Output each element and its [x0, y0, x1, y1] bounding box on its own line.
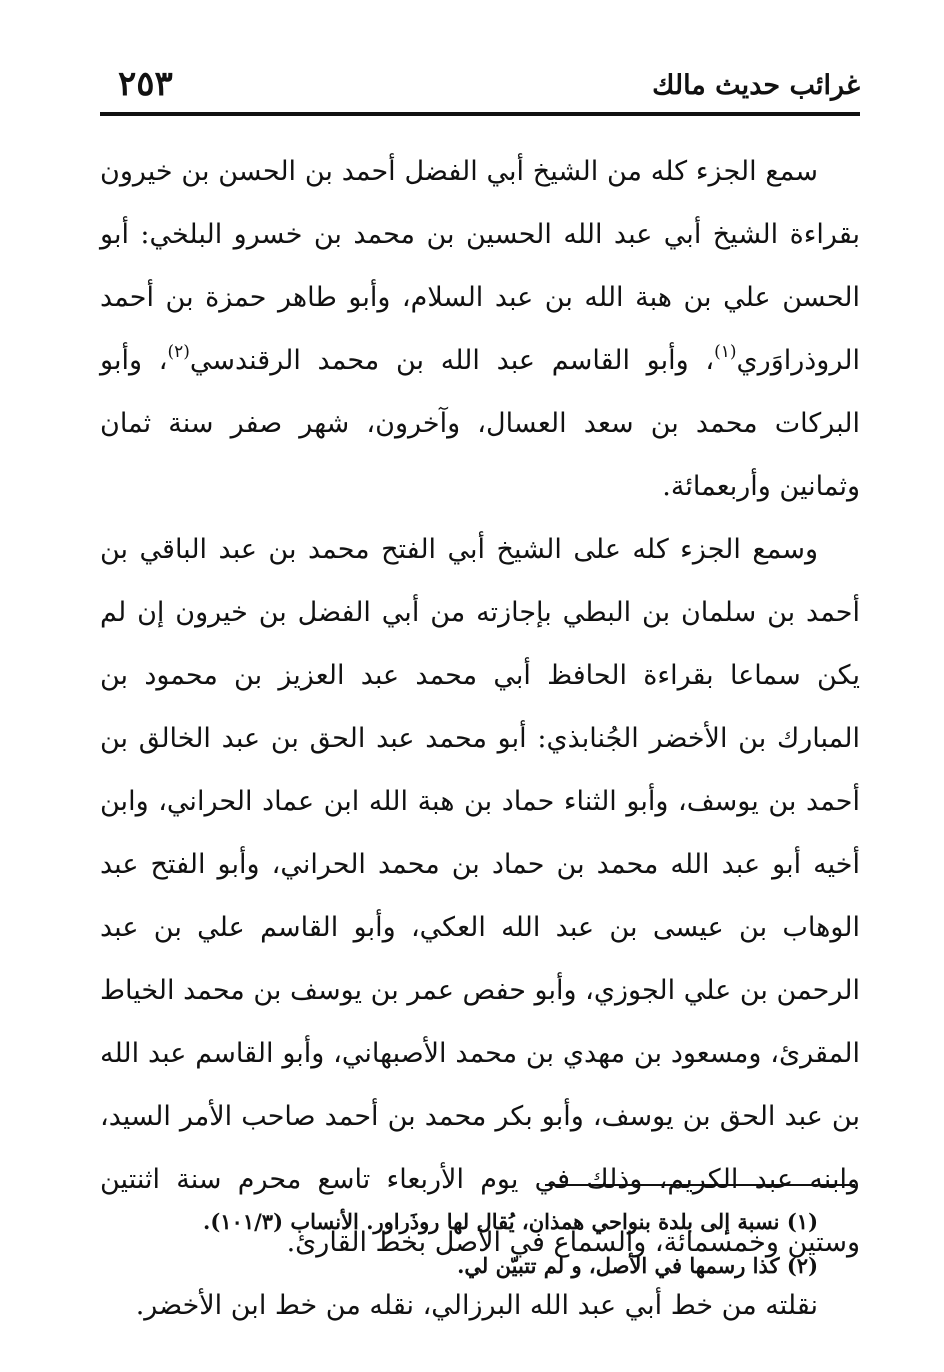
header-rule	[100, 112, 860, 116]
footnote-separator	[545, 1184, 855, 1186]
paragraph-1-text-b: ، وأبو القاسم عبد الله بن محمد الرقندسي	[189, 345, 715, 376]
running-header	[100, 62, 860, 112]
paragraph-2: وسمع الجزء كله على الشيخ أبي الفتح محمد بن عبد الباقي بن أحمد بن سلمان بن البطي بإجازته من أبي الفضل بن خيرون إن لم يكن سماعا بقراءة الحافظ أبي محمد عبد العزيز بن محمود بن المبارك بن الأخضر الجُنابذي: أبو محمد عبد الحق بن عبد الخالق بن أحمد بن يوسف، وأبو الثناء حماد بن هبة الله ابن عماد الحراني، وابن أخيه أبو عبد الله محمد بن حماد بن محمد الحراني، وأبو الفتح عبد الوهاب بن عيسى بن عبد الله العكي، وأبو القاسم علي بن عبد الرحمن بن علي الجوزي، وأبو حفص عمر بن يوسف بن محمد الخياط المقرئ، ومسعود بن مهدي بن محمد الأصبهاني، وأبو القاسم عبد الله بن عبد الحق بن يوسف، وأبو بكر محمد بن أحمد صاحب الأمر السيد، وابنه عبد الكريم، وذلك في يوم الأربعاء تاسع محرم سنة اثنتين وستين وخمسمائة، والسماع في الأصل بخط القارئ.	[100, 534, 860, 1258]
paragraph-1-text-c: ، وأبو البركات محمد بن سعد العسال، وآخرون، شهر صفر سنة ثمان وثمانين وأربعمائة.	[100, 345, 860, 502]
footnotes	[100, 1200, 818, 1288]
footnote-ref-2: (٢)	[167, 342, 190, 362]
header-title: غرائب حديث مالك	[652, 70, 860, 101]
footnote-ref-1: (١)	[714, 342, 737, 362]
footnote-1: (١) نسبة إلى بلدة بنواحي همذان، يُقال لها روذَراور. الأنساب (١٠١/٣).	[203, 1209, 818, 1234]
paragraph-1	[100, 140, 860, 518]
page-number: ٢٥٣	[118, 64, 173, 104]
paragraph-3: نقلته من خط أبي عبد الله البرزالي، نقله من خط ابن الأخضر.	[135, 1290, 818, 1321]
paragraph-1-text-a: سمع الجزء كله من الشيخ أبي الفضل أحمد بن الحسن بن خيرون بقراءة الشيخ أبي عبد الله الحسين بن محمد بن خسرو البلخي: أبو الحسن علي بن هبة الله بن عبد السلام، وأبو طاهر حمزة بن أحمد الروذراوَري	[100, 156, 860, 376]
footnote-2: (٢) كذا رسمها في الأصل، و لم تتبيّن لي.	[457, 1253, 818, 1278]
main-text	[100, 140, 860, 1337]
